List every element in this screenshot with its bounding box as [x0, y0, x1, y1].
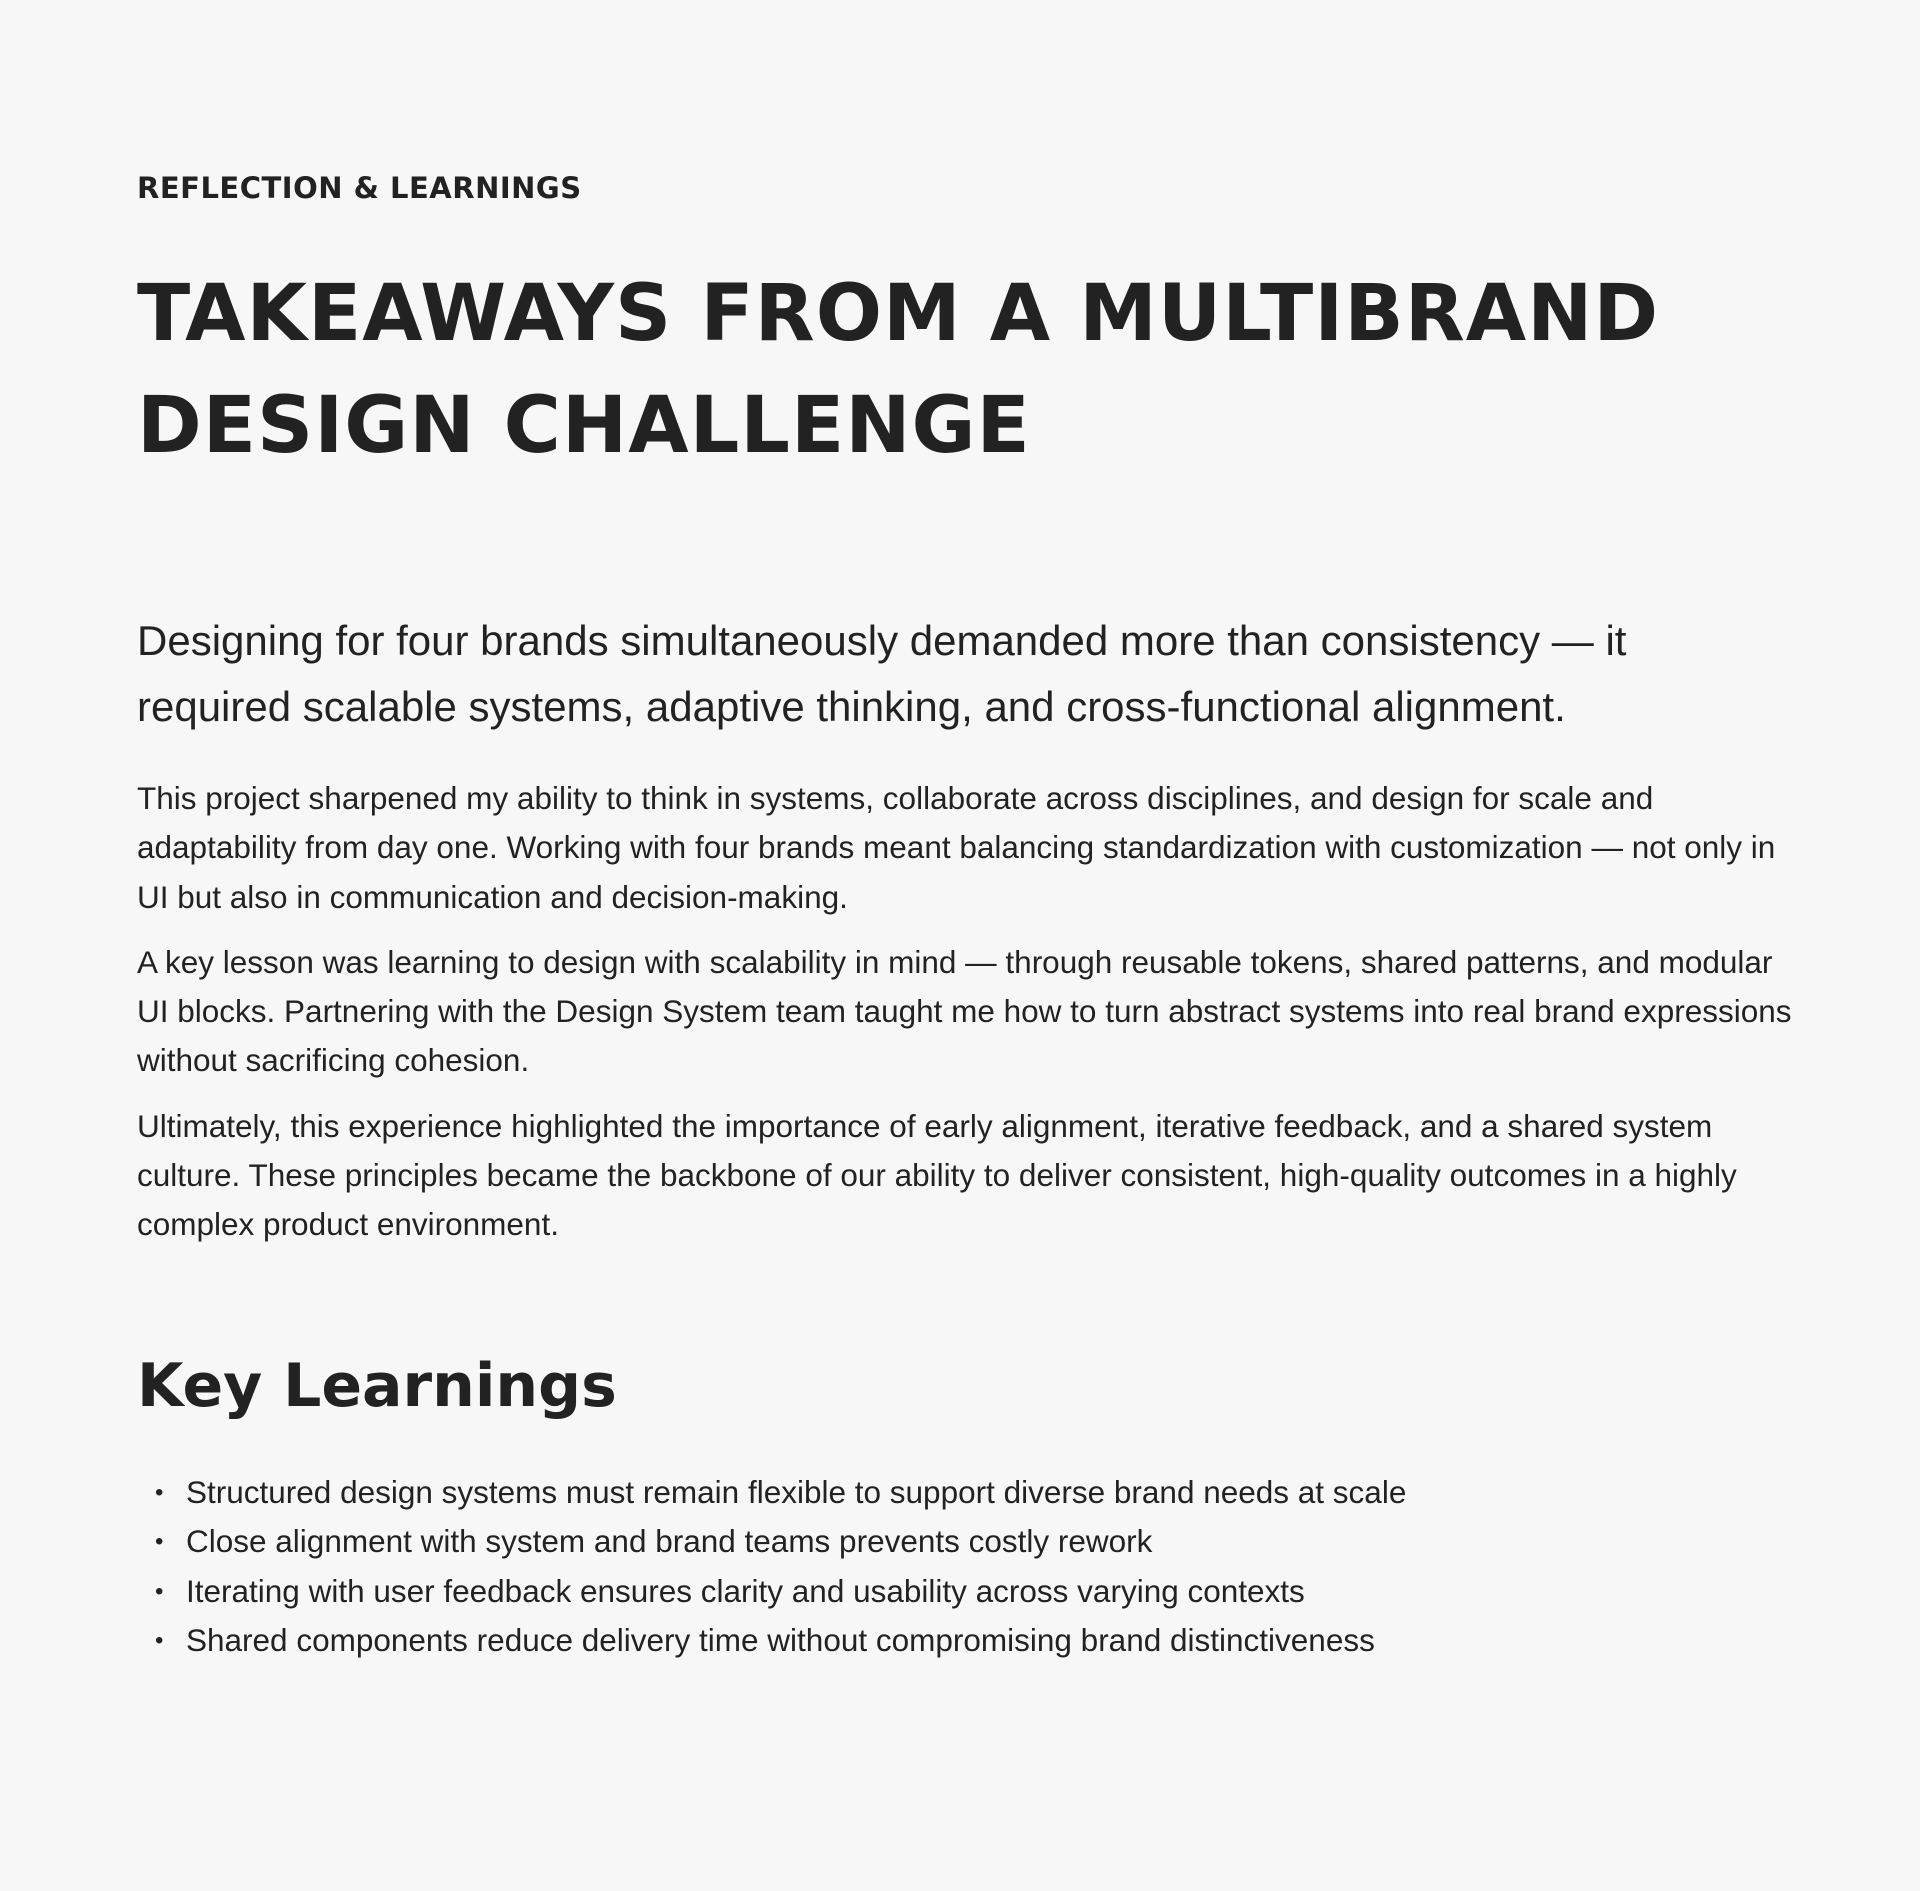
bullet-icon: • [155, 1626, 164, 1654]
page-title: TAKEAWAYS FROM A MULTIBRAND DESIGN CHALLENGE [137, 269, 1660, 471]
bullet-icon: • [155, 1528, 164, 1556]
bullet-icon: • [155, 1479, 164, 1506]
lead-paragraph: Designing for four brands simultaneously demanded more than consistency — it required scalable systems, adaptive thinking, and cross-functional alignment. [137, 617, 1627, 730]
list-item [137, 1468, 1777, 1517]
key-learnings-heading: Key Learnings [137, 1351, 617, 1421]
body-paragraph: A key lesson was learning to design with scalability in mind — through reusable tokens, shared patterns, and modular UI blocks. Partnering with the Design System team taught me how to turn abstract systems into real brand expressions without sacrificing cohesion. [137, 943, 1792, 1079]
body-paragraph: This project sharpened my ability to think in systems, collaborate across disciplines, and design for scale and adaptability from day one. Working with four brands meant balancing standardization with customization — not only in UI but also in communication and decision-making. [137, 780, 1776, 915]
list-item [137, 1567, 1777, 1616]
list-item-text: Close alignment with system and brand teams prevents costly rework [186, 1523, 1153, 1560]
key-learnings-list [137, 1468, 1777, 1665]
section-eyebrow: REFLECTION & LEARNINGS [137, 171, 582, 205]
list-item [137, 1517, 1777, 1566]
list-item-text: Structured design systems must remain flexible to support diverse brand needs at scale [186, 1474, 1407, 1510]
list-item [137, 1616, 1777, 1665]
bullet-icon: • [155, 1577, 164, 1605]
list-item-text: Shared components reduce delivery time without compromising brand distinctiveness [186, 1621, 1375, 1658]
body-paragraph: Ultimately, this experience highlighted the importance of early alignment, iterative feedback, and a shared system culture. These principles became the backbone of our ability to deliver consistent, high-quality outcomes in a highly complex product environment. [137, 1107, 1737, 1243]
body-text [137, 774, 1797, 1266]
list-item-text: Iterating with user feedback ensures clarity and usability across varying contexts [186, 1572, 1305, 1609]
